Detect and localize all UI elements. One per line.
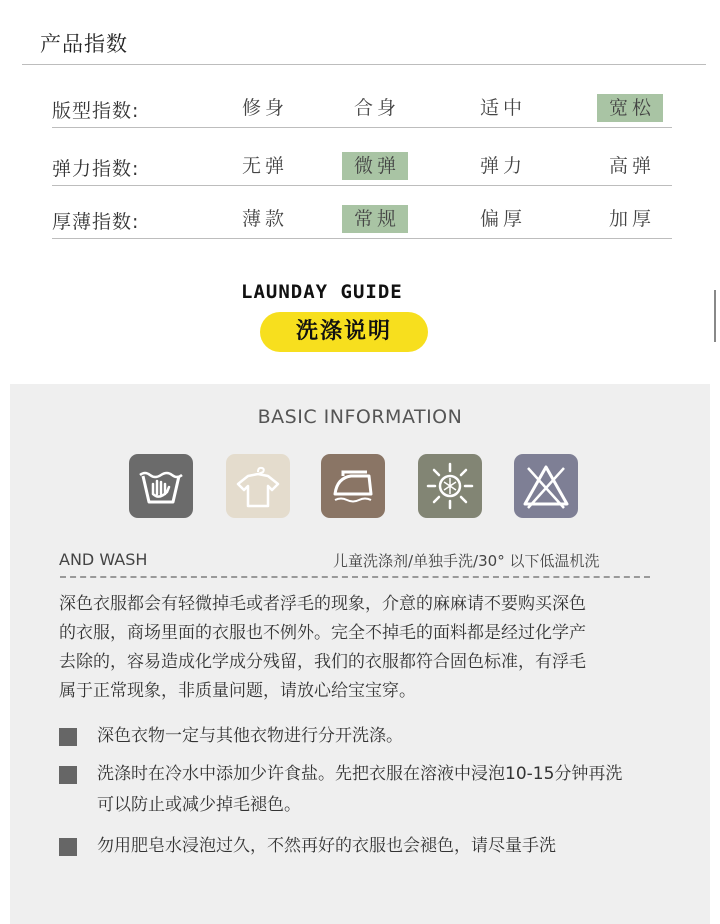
paragraph-line: 深色衣服都会有轻微掉毛或者浮毛的现象，介意的麻麻请不要购买深色	[59, 594, 586, 614]
stretch-index-label: 弹力指数:	[52, 158, 140, 180]
option-thick: 加厚	[608, 208, 655, 230]
option-thickish: 偏厚	[479, 208, 526, 230]
basic-info-heading: BASIC INFORMATION	[257, 406, 463, 428]
bullet-square-icon	[59, 838, 77, 856]
dashed-divider	[60, 576, 650, 578]
option-slight-stretch: 微弹	[342, 152, 408, 180]
thickness-index-row	[52, 199, 672, 239]
bullet-text: 可以防止或减少掉毛褪色。	[97, 795, 301, 815]
stretch-index-row	[52, 146, 672, 186]
option-slim: 修身	[241, 97, 288, 119]
option-loose: 宽松	[597, 94, 663, 122]
section-title: 产品指数	[40, 32, 128, 56]
paragraph-line: 的衣服，商场里面的衣服也不例外。完全不掉毛的面料都是经过化学产	[59, 623, 586, 643]
edge-divider	[714, 290, 716, 342]
option-no-stretch: 无弹	[241, 155, 288, 177]
row-divider	[52, 185, 672, 186]
laundry-guide-badge: 洗涤说明	[260, 312, 428, 352]
fit-index-row	[52, 88, 672, 128]
thickness-index-label: 厚薄指数:	[52, 211, 140, 233]
laundry-guide-title: LAUNDAY GUIDE	[241, 281, 403, 303]
title-divider	[22, 64, 706, 65]
fit-index-label: 版型指数:	[52, 100, 140, 122]
bullet-square-icon	[59, 766, 77, 784]
paragraph-line: 属于正常现象，非质量问题，请放心给宝宝穿。	[59, 681, 416, 701]
care-info-panel	[10, 384, 710, 924]
wash-instructions: 儿童洗涤剂/单独手洗/30° 以下低温机洗	[333, 552, 600, 570]
bullet-text: 勿用肥皂水浸泡过久，不然再好的衣服也会褪色，请尽量手洗	[97, 836, 556, 856]
hang-dry-icon	[226, 454, 290, 518]
no-bleach-icon	[514, 454, 578, 518]
wash-label: AND WASH	[59, 550, 148, 569]
option-normal: 常规	[342, 205, 408, 233]
notice-paragraph	[59, 590, 679, 706]
bullet-square-icon	[59, 728, 77, 746]
no-sun-icon	[418, 454, 482, 518]
row-divider	[52, 238, 672, 239]
row-divider	[52, 127, 672, 128]
iron-icon	[321, 454, 385, 518]
option-moderate: 适中	[479, 97, 526, 119]
hand-wash-icon	[129, 454, 193, 518]
bullet-text: 深色衣物一定与其他衣物进行分开洗涤。	[97, 726, 403, 746]
paragraph-line: 去除的，容易造成化学成分残留，我们的衣服都符合固色标准，有浮毛	[59, 652, 586, 672]
product-index-section	[0, 0, 720, 240]
option-high-stretch: 高弹	[608, 155, 655, 177]
option-stretch: 弹力	[479, 155, 526, 177]
bullet-text: 洗涤时在冷水中添加少许食盐。先把衣服在溶液中浸泡10-15分钟再洗	[97, 764, 623, 784]
option-regular-fit: 合身	[353, 97, 400, 119]
option-thin: 薄款	[241, 208, 288, 230]
